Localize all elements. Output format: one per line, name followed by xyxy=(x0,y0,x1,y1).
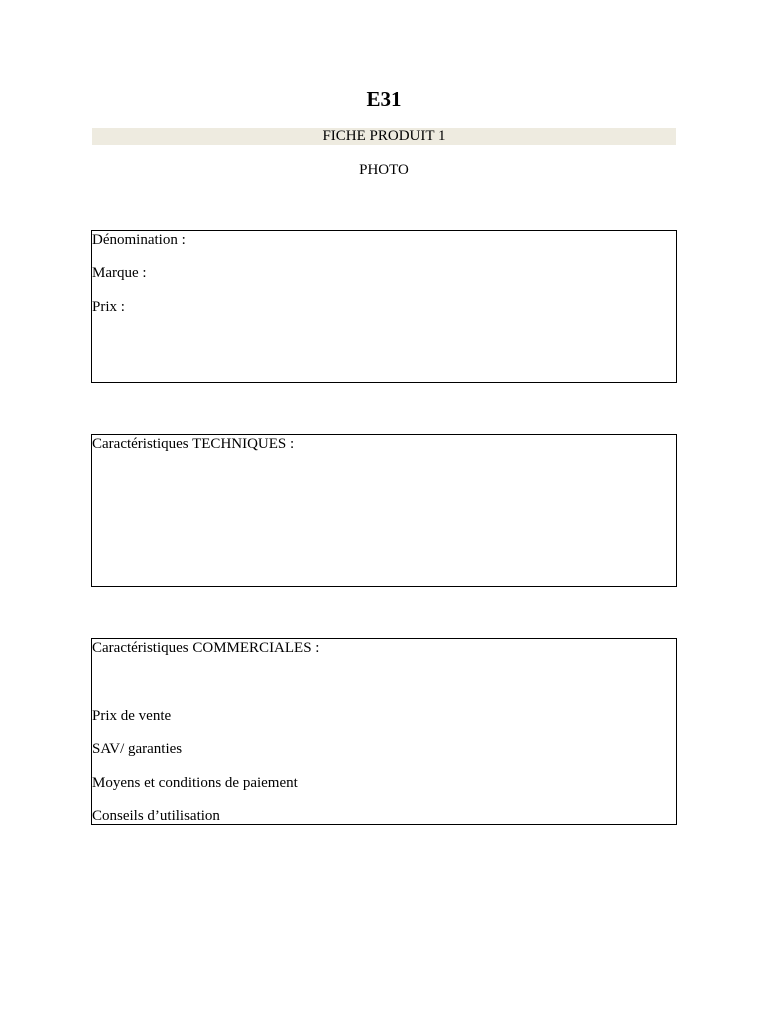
commercial-item-conseils-utilisation: Conseils d’utilisation xyxy=(92,808,220,824)
photo-placeholder-label: PHOTO xyxy=(359,162,409,178)
commercial-item-moyens-paiement: Moyens et conditions de paiement xyxy=(92,775,298,791)
commercial-item-sav-garanties: SAV/ garanties xyxy=(92,741,183,757)
product-identity-box xyxy=(91,230,677,383)
prix-label: Prix : xyxy=(92,299,125,315)
commercial-characteristics-heading: Caractéristiques COMMERCIALES : xyxy=(92,640,320,656)
commercial-item-prix-vente: Prix de vente xyxy=(92,708,172,724)
technical-characteristics-box xyxy=(91,434,677,587)
page-code-heading: E31 xyxy=(366,87,402,111)
technical-characteristics-heading: Caractéristiques TECHNIQUES : xyxy=(92,436,295,452)
product-sheet-title: FICHE PRODUIT 1 xyxy=(92,128,676,145)
marque-label: Marque : xyxy=(92,265,147,281)
commercial-characteristics-box xyxy=(91,638,677,825)
denomination-label: Dénomination : xyxy=(92,232,186,248)
